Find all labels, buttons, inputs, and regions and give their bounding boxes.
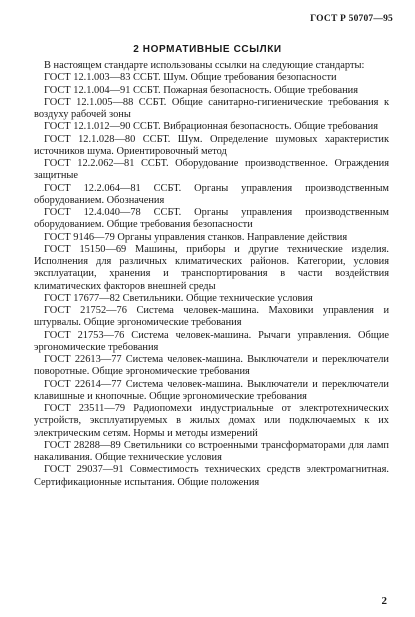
reference-item: ГОСТ 29037—91 Совместимость технических средств электромагнитная. Сертификационные испытания. Общие положения [34,464,389,488]
reference-item: ГОСТ 12.1.003—83 ССБТ. Шум. Общие требования безопасности [44,72,337,84]
reference-item: ГОСТ 12.2.064—81 ССБТ. Органы управления производственным оборудованием. Обозначения [34,182,389,206]
reference-item: ГОСТ 22613—77 Система человек-машина. Выключатели и переключатели поворотные. Общие эргономические требования [34,354,389,378]
reference-item: ГОСТ 17677—82 Светильники. Общие технические условия [44,292,313,304]
page-number: 2 [381,595,387,607]
reference-item: ГОСТ 12.4.040—78 ССБТ. Органы управления производственным оборудованием. Общие требования безопасности [34,207,389,231]
reference-item: ГОСТ 12.2.062—81 ССБТ. Оборудование производственное. Ограждения защитные [34,158,389,182]
reference-item: ГОСТ 12.1.004—91 ССБТ. Пожарная безопасность. Общие требования [44,84,358,96]
document-header: ГОСТ Р 50707—95 [310,14,393,24]
reference-item: ГОСТ 9146—79 Органы управления станков. Направление действия [44,231,348,243]
reference-item: ГОСТ 23511—79 Радиопомехи индустриальные от электротехнических устройств, эксплуатируемых в жилых домах или подключаемых к их электрическим сетям. Нормы и методы измерений [34,403,389,439]
section-title: 2 НОРМАТИВНЫЕ ССЫЛКИ [133,44,282,55]
reference-item: ГОСТ 22614—77 Система человек-машина. Выключатели и переключатели клавишные и кнопочные. Общие эргономические требования [34,378,389,402]
reference-item: ГОСТ 28288—89 Светильники со встроенными трансформаторами для ламп накаливания. Общие технические условия [34,439,389,463]
intro-paragraph: В настоящем стандарте использованы ссылки на следующие стандарты: [44,60,365,71]
reference-item: ГОСТ 21753—76 Система человек-машина. Рычаги управления. Общие эргономические требования [34,329,389,353]
reference-item: ГОСТ 12.1.028—80 ССБТ. Шум. Определение шумовых характеристик источников шума. Ориентировочный метод [34,133,389,157]
reference-item: ГОСТ 21752—76 Система человек-машина. Маховики управления и штурвалы. Общие эргономические требования [34,305,389,329]
reference-item: ГОСТ 15150—69 Машины, приборы и другие технические изделия. Исполнения для различных климатических районов. Категории, условия эксплуатации, хранения и транспортирования в части воздействия климатических факторов внешней среды [34,243,389,292]
reference-item: ГОСТ 12.1.012—90 ССБТ. Вибрационная безопасность. Общие требования [44,121,379,133]
document-body [34,60,389,489]
reference-item: ГОСТ 12.1.005—88 ССБТ. Общие санитарно-гигиенические требования к воздуху рабочей зоны [34,96,389,120]
